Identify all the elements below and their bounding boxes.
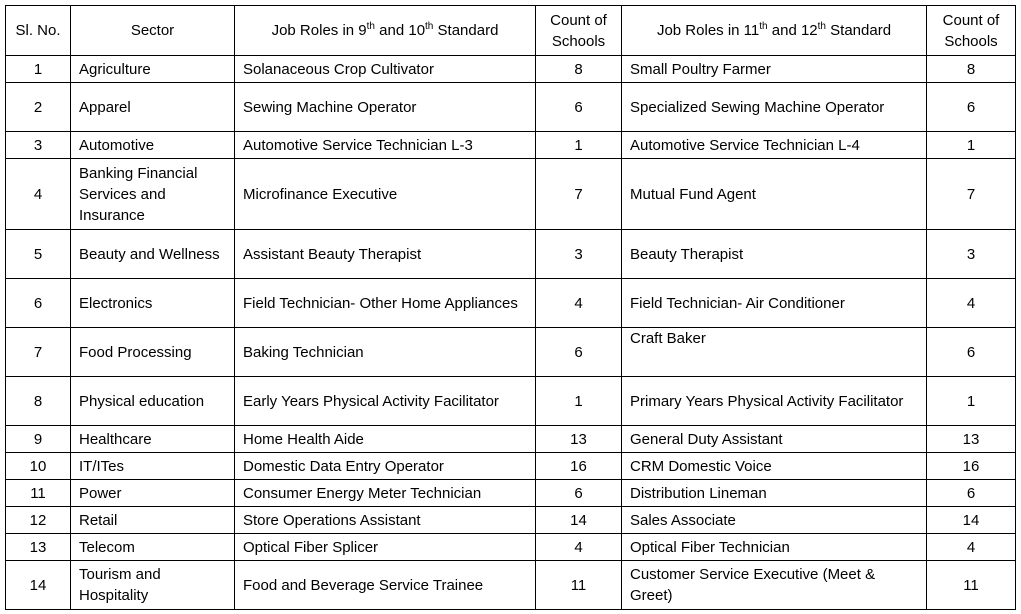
table-container bbox=[5, 5, 1016, 610]
cell-count-9-10: 16 bbox=[536, 453, 622, 480]
cell-role-11-12: Craft Baker bbox=[622, 328, 927, 377]
header-roles-11-12: Job Roles in 11th and 12th Standard bbox=[622, 6, 927, 56]
cell-count-9-10: 6 bbox=[536, 83, 622, 132]
cell-role-11-12: Automotive Service Technician L-4 bbox=[622, 132, 927, 159]
cell-sector: Banking Financial Services and Insurance bbox=[71, 159, 235, 230]
table-row bbox=[6, 83, 1016, 132]
cell-role-9-10: Field Technician- Other Home Appliances bbox=[235, 279, 536, 328]
cell-sector: Agriculture bbox=[71, 56, 235, 83]
cell-sl-no: 9 bbox=[6, 426, 71, 453]
cell-role-11-12: Mutual Fund Agent bbox=[622, 159, 927, 230]
table-row bbox=[6, 534, 1016, 561]
cell-sl-no: 14 bbox=[6, 561, 71, 610]
cell-role-11-12: Small Poultry Farmer bbox=[622, 56, 927, 83]
cell-role-9-10: Food and Beverage Service Trainee bbox=[235, 561, 536, 610]
cell-sector: Physical education bbox=[71, 377, 235, 426]
cell-sector: Electronics bbox=[71, 279, 235, 328]
cell-count-9-10: 7 bbox=[536, 159, 622, 230]
cell-role-11-12: Optical Fiber Technician bbox=[622, 534, 927, 561]
job-roles-table bbox=[5, 5, 1016, 610]
cell-sector: Automotive bbox=[71, 132, 235, 159]
cell-count-11-12: 6 bbox=[927, 480, 1016, 507]
cell-sl-no: 13 bbox=[6, 534, 71, 561]
table-row bbox=[6, 377, 1016, 426]
cell-sector: Telecom bbox=[71, 534, 235, 561]
cell-role-11-12: Customer Service Executive (Meet & Greet) bbox=[622, 561, 927, 610]
cell-sl-no: 8 bbox=[6, 377, 71, 426]
cell-count-11-12: 7 bbox=[927, 159, 1016, 230]
cell-role-11-12: Beauty Therapist bbox=[622, 230, 927, 279]
cell-count-11-12: 1 bbox=[927, 132, 1016, 159]
cell-sl-no: 2 bbox=[6, 83, 71, 132]
cell-role-11-12: CRM Domestic Voice bbox=[622, 453, 927, 480]
cell-role-9-10: Sewing Machine Operator bbox=[235, 83, 536, 132]
table-row bbox=[6, 426, 1016, 453]
cell-role-9-10: Solanaceous Crop Cultivator bbox=[235, 56, 536, 83]
cell-sl-no: 10 bbox=[6, 453, 71, 480]
table-row bbox=[6, 159, 1016, 230]
cell-sl-no: 3 bbox=[6, 132, 71, 159]
cell-sector: IT/ITes bbox=[71, 453, 235, 480]
cell-sl-no: 1 bbox=[6, 56, 71, 83]
cell-count-11-12: 8 bbox=[927, 56, 1016, 83]
table-row bbox=[6, 328, 1016, 377]
table-row bbox=[6, 480, 1016, 507]
cell-role-11-12: Sales Associate bbox=[622, 507, 927, 534]
header-roles-9-10: Job Roles in 9th and 10th Standard bbox=[235, 6, 536, 56]
header-row bbox=[6, 6, 1016, 56]
cell-count-9-10: 4 bbox=[536, 534, 622, 561]
cell-count-11-12: 16 bbox=[927, 453, 1016, 480]
cell-sl-no: 5 bbox=[6, 230, 71, 279]
cell-count-9-10: 13 bbox=[536, 426, 622, 453]
header-sl-no: Sl. No. bbox=[6, 6, 71, 56]
cell-count-9-10: 6 bbox=[536, 480, 622, 507]
cell-count-11-12: 14 bbox=[927, 507, 1016, 534]
table-row bbox=[6, 453, 1016, 480]
cell-role-11-12: Specialized Sewing Machine Operator bbox=[622, 83, 927, 132]
cell-role-9-10: Microfinance Executive bbox=[235, 159, 536, 230]
cell-sl-no: 11 bbox=[6, 480, 71, 507]
cell-count-11-12: 4 bbox=[927, 279, 1016, 328]
cell-count-9-10: 6 bbox=[536, 328, 622, 377]
cell-count-9-10: 3 bbox=[536, 230, 622, 279]
table-row bbox=[6, 279, 1016, 328]
header-count-11-12: Count of Schools bbox=[927, 6, 1016, 56]
cell-role-9-10: Store Operations Assistant bbox=[235, 507, 536, 534]
cell-role-11-12: Primary Years Physical Activity Facilitator bbox=[622, 377, 927, 426]
cell-sector: Food Processing bbox=[71, 328, 235, 377]
cell-count-9-10: 11 bbox=[536, 561, 622, 610]
cell-sl-no: 4 bbox=[6, 159, 71, 230]
table-row bbox=[6, 561, 1016, 610]
cell-sector: Beauty and Wellness bbox=[71, 230, 235, 279]
table-row bbox=[6, 56, 1016, 83]
cell-count-11-12: 11 bbox=[927, 561, 1016, 610]
header-sector: Sector bbox=[71, 6, 235, 56]
cell-count-11-12: 6 bbox=[927, 83, 1016, 132]
cell-role-11-12: Field Technician- Air Conditioner bbox=[622, 279, 927, 328]
table-row bbox=[6, 230, 1016, 279]
cell-sector: Retail bbox=[71, 507, 235, 534]
table-row bbox=[6, 132, 1016, 159]
cell-role-11-12: General Duty Assistant bbox=[622, 426, 927, 453]
cell-count-11-12: 4 bbox=[927, 534, 1016, 561]
cell-role-9-10: Early Years Physical Activity Facilitator bbox=[235, 377, 536, 426]
cell-role-9-10: Optical Fiber Splicer bbox=[235, 534, 536, 561]
cell-count-11-12: 13 bbox=[927, 426, 1016, 453]
cell-role-9-10: Consumer Energy Meter Technician bbox=[235, 480, 536, 507]
cell-count-9-10: 1 bbox=[536, 377, 622, 426]
cell-count-9-10: 8 bbox=[536, 56, 622, 83]
cell-count-11-12: 6 bbox=[927, 328, 1016, 377]
cell-sector: Tourism and Hospitality bbox=[71, 561, 235, 610]
cell-sector: Healthcare bbox=[71, 426, 235, 453]
cell-role-11-12: Distribution Lineman bbox=[622, 480, 927, 507]
cell-role-9-10: Automotive Service Technician L-3 bbox=[235, 132, 536, 159]
cell-sl-no: 6 bbox=[6, 279, 71, 328]
cell-role-9-10: Domestic Data Entry Operator bbox=[235, 453, 536, 480]
cell-role-9-10: Home Health Aide bbox=[235, 426, 536, 453]
header-count-9-10: Count of Schools bbox=[536, 6, 622, 56]
cell-count-9-10: 4 bbox=[536, 279, 622, 328]
cell-count-11-12: 1 bbox=[927, 377, 1016, 426]
cell-sector: Power bbox=[71, 480, 235, 507]
cell-sector: Apparel bbox=[71, 83, 235, 132]
cell-sl-no: 12 bbox=[6, 507, 71, 534]
cell-role-9-10: Baking Technician bbox=[235, 328, 536, 377]
cell-count-9-10: 1 bbox=[536, 132, 622, 159]
cell-role-9-10: Assistant Beauty Therapist bbox=[235, 230, 536, 279]
cell-count-9-10: 14 bbox=[536, 507, 622, 534]
table-row bbox=[6, 507, 1016, 534]
cell-count-11-12: 3 bbox=[927, 230, 1016, 279]
cell-sl-no: 7 bbox=[6, 328, 71, 377]
